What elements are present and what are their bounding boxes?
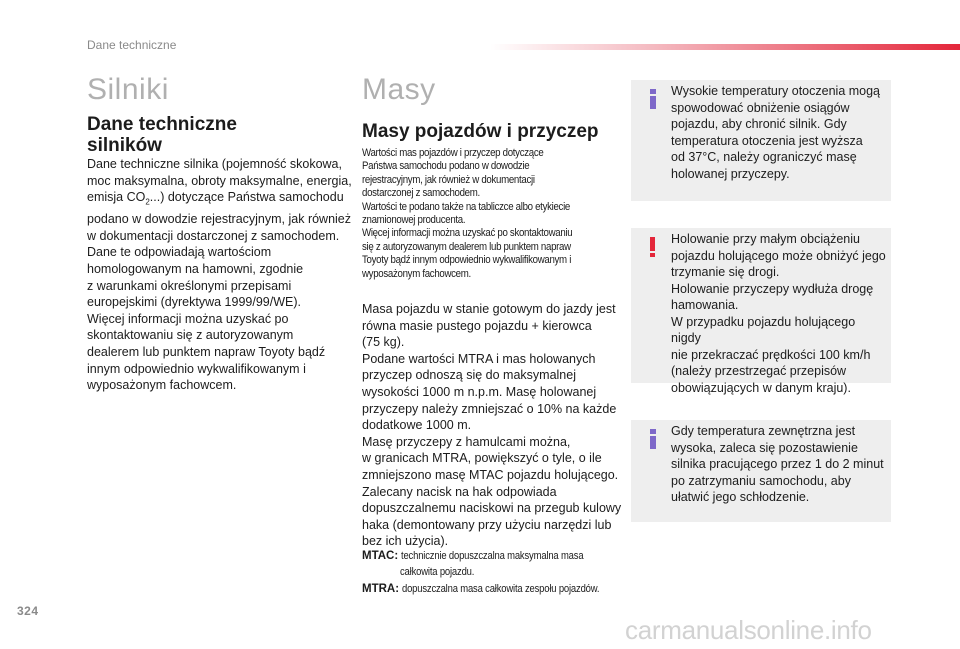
notice-text: Wysokie temperatury otoczenia mogą spowodować obniżenie osiągów pojazdu, aby chronić silnik. Gdy temperatura otoczenia jest wyższa od 37°C, należy ograniczyć masę holowanej przyczepy. <box>671 84 881 181</box>
notice-text: Holowanie przy małym obciążeniu pojazdu holującego może obniżyć jego trzymanie się drogi. Holowanie przyczepy wydłuża drogę hamowania. W przypadku pojazdu holującego nigdy nie przekraczać prędkości 100 km/h (należy przestrzegać przepisów obowiązujących w danym kraju). <box>671 232 886 395</box>
notice-text: Gdy temperatura zewnętrzna jest wysoka, zaleca się pozostawienie silnika pracującego przez 1 do 2 minut po zatrzymaniu samochodu, aby ułatwić jego schłodzenie. <box>671 424 884 504</box>
co2-subscript: 2 <box>145 197 150 207</box>
desc-mtac-line2: całkowita pojazdu. <box>400 566 475 578</box>
notice-info-cooling <box>631 420 891 522</box>
subtitle-line-1: Dane techniczne <box>87 114 237 135</box>
subtitle-line-2: silników <box>87 135 162 156</box>
header-accent-bar <box>490 44 960 50</box>
masses-main-paragraph: Masa pojazdu w stanie gotowym do jazdy jest równa masie pustego pojazdu + kierowca (75 kg). Podane wartości MTRA i mas holowanych przyczep odnoszą się do maksymalnej wysokości 1000 m n.p.m. Masę holowanej przyczepy należy zmniejszać o 10% na każde dodatkowe 1000 m. Masę przyczepy z hamulcami można, w granicach MTRA, powiększyć o tyle, o ile zmniejszono masę MTAC pojazdu holującego. Zalecany nacisk na hak odpowiada dopuszczalnemu naciskowi na przegub kulowy haka (demontowany przy użyciu narzędzi lub bez ich użycia). <box>362 302 622 549</box>
term-mtac: MTAC: <box>362 550 399 562</box>
info-icon <box>649 429 657 449</box>
definition-mtra <box>362 583 632 595</box>
notice-warning-towing <box>631 228 891 395</box>
desc-mtra: dopuszczalna masa całkowita zespołu pojazdów. <box>402 583 600 595</box>
section-title-engines: Silniki <box>87 73 169 106</box>
definition-mtac-continued <box>400 566 486 578</box>
warning-icon <box>649 237 657 257</box>
engines-text-a: Dane techniczne silnika (pojemność skokowa, moc maksymalna, obroty maksymalne, energia, emisja CO <box>87 157 352 205</box>
engines-text-b: ...) dotyczące Państwa samochodu podano w dowodzie rejestracyjnym, jak również w dokumentacji dostarczonej z samochodem. Dane te odpowiadają wartościom homologowanym na hamowni, zgodnie z warunkami określonymi przepisami europejskimi (dyrektywa 1999/99/WE). Więcej informacji można uzyskać po skontaktowaniu się z autoryzowanym dealerem lub punktem napraw Toyoty bądź innym odpowiednio wykwalifikowanym i wyposażonym fachowcem. <box>87 190 352 393</box>
masses-intro-paragraph: Wartości mas pojazdów i przyczep dotyczące Państwa samochodu podano w dowodzie rejestracyjnym, jak również w dokumentacji dostarczonej z samochodem. Wartości te podano także na tabliczce albo etykiecie znamionowej producenta. Więcej informacji można uzyskać po skontaktowaniu się z autoryzowanym dealerem lub punktem napraw Toyoty bądź innym odpowiednio wykwalifikowanym i wyposażonym fachowcem. <box>362 147 573 280</box>
info-icon <box>649 89 657 109</box>
section-title-masses: Masy <box>362 73 436 106</box>
desc-mtac: technicznie dopuszczalna maksymalna masa <box>401 550 584 562</box>
chapter-title: Dane techniczne <box>87 38 177 52</box>
notice-info-temperature <box>631 80 891 201</box>
subsection-title-engine-data <box>87 114 237 156</box>
definition-mtac <box>362 550 613 562</box>
page-number: 324 <box>17 604 39 618</box>
watermark: carmanualsonline.info <box>625 615 872 645</box>
subsection-title-masses: Masy pojazdów i przyczep <box>362 121 599 142</box>
term-mtra: MTRA: <box>362 583 400 595</box>
engines-paragraph <box>87 156 352 394</box>
